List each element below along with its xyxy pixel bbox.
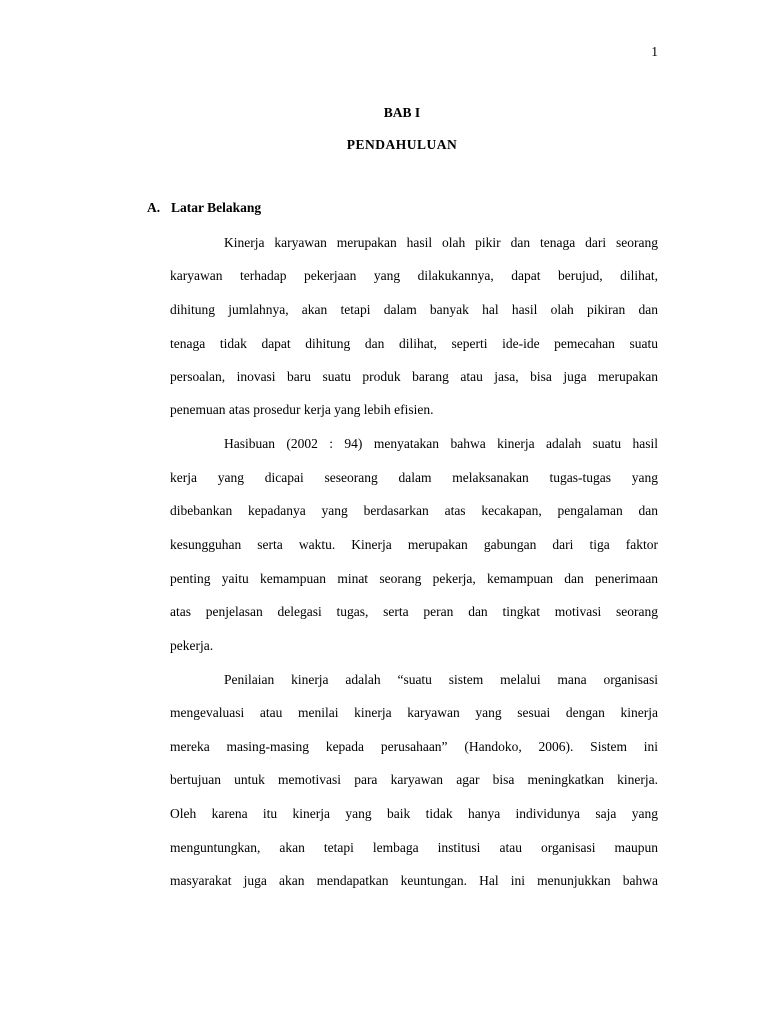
section-letter: A. — [147, 200, 161, 215]
paragraph-1-line-6: penemuan atas prosedur kerja yang lebih efisien. — [170, 402, 434, 417]
chapter-number: BAB I — [383, 105, 421, 120]
paragraph-2-line-2: kerja yang dicapai seseorang dalam melaksanakan tugas-tugas yang — [170, 470, 658, 485]
paragraph-2-line-4: kesungguhan serta waktu. Kinerja merupakan gabungan dari tiga faktor — [170, 537, 658, 552]
chapter-title: PENDAHULUAN — [346, 137, 458, 152]
paragraph-1-line-4: tenaga tidak dapat dihitung dan dilihat, seperti ide-ide pemecahan suatu — [170, 336, 658, 351]
paragraph-3-line-3: mereka masing-masing kepada perusahaan” (Handoko, 2006). Sistem ini — [170, 739, 658, 754]
paragraph-1-line-3: dihitung jumlahnya, akan tetapi dalam banyak hal hasil olah pikiran dan — [170, 302, 658, 317]
paragraph-2-line-7: pekerja. — [170, 638, 214, 653]
paragraph-3-line-2: mengevaluasi atau menilai kinerja karyawan yang sesuai dengan kinerja — [170, 705, 658, 720]
section-title: Latar Belakang — [171, 200, 262, 215]
paragraph-1-line-1: Kinerja karyawan merupakan hasil olah pikir dan tenaga dari seorang — [224, 235, 658, 250]
section-heading — [147, 200, 261, 216]
paragraph-3-line-6: menguntungkan, akan tetapi lembaga institusi atau organisasi maupun — [170, 840, 658, 855]
paragraph-3-line-7: masyarakat juga akan mendapatkan keuntungan. Hal ini menunjukkan bahwa — [170, 873, 658, 888]
paragraph-3-line-5: Oleh karena itu kinerja yang baik tidak hanya individunya saja yang — [170, 806, 658, 821]
paragraph-1-line-5: persoalan, inovasi baru suatu produk barang atau jasa, bisa juga merupakan — [170, 369, 658, 384]
paragraph-3-line-4: bertujuan untuk memotivasi para karyawan agar bisa meningkatkan kinerja. — [170, 772, 658, 787]
paragraph-2-line-6: atas penjelasan delegasi tugas, serta peran dan tingkat motivasi seorang — [170, 604, 658, 619]
paragraph-2-line-5: penting yaitu kemampuan minat seorang pekerja, kemampuan dan penerimaan — [170, 571, 658, 586]
paragraph-1-line-2: karyawan terhadap pekerjaan yang dilakukannya, dapat berujud, dilihat, — [170, 268, 658, 283]
paragraph-3-line-1: Penilaian kinerja adalah “suatu sistem melalui mana organisasi — [224, 672, 658, 687]
paragraph-2-line-3: dibebankan kepadanya yang berdasarkan atas kecakapan, pengalaman dan — [170, 503, 658, 518]
paragraph-2-line-1: Hasibuan (2002 : 94) menyatakan bahwa kinerja adalah suatu hasil — [224, 436, 658, 451]
page-number: 1 — [651, 44, 658, 59]
